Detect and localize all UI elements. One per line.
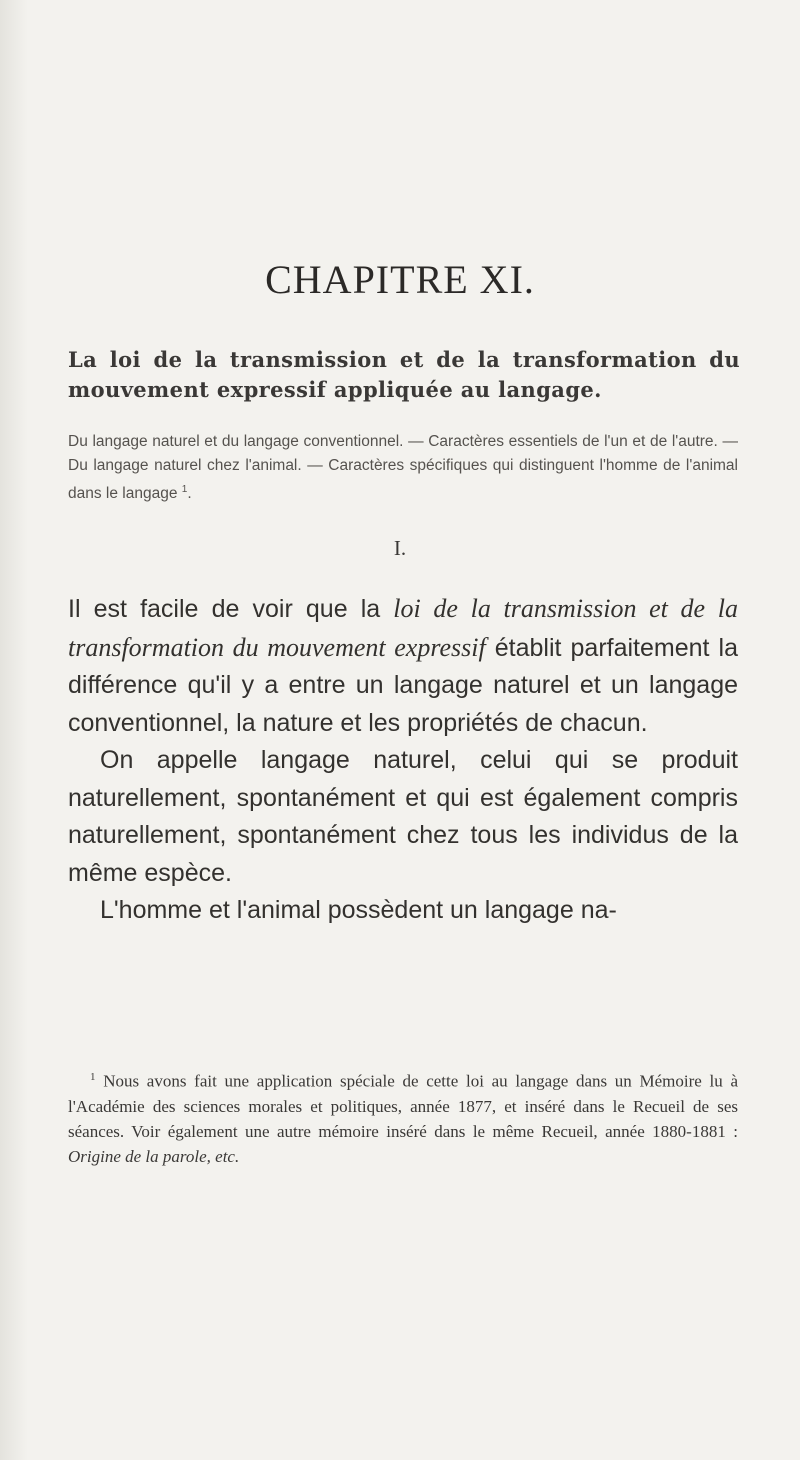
chapter-title: CHAPITRE XI. xyxy=(265,257,535,302)
footnote xyxy=(68,1065,738,1169)
paragraph-1-italic: loi de la transmission et de la transformation du mouvement expressif xyxy=(68,594,738,662)
footnote-text: Nous avons fait une application spéciale de cette loi au langage dans un Mémoire lu à l'Académie des sciences morales et politiques, année 1877, et inséré dans le Recueil de ses séances. Voir également une autre mémoire inséré dans le même Recueil, année 1880-1881 : xyxy=(68,1071,738,1141)
section-number: I. xyxy=(393,536,407,560)
chapter-summary xyxy=(68,430,738,506)
paragraph-1-end: établit parfaitement la différence qu'il y a entre un langage naturel et un langage conventionnel, la nature et les propriétés de chacun. xyxy=(68,633,738,737)
paragraph-3: L'homme et l'animal possèdent un langage na- xyxy=(100,896,617,924)
paragraph-1 xyxy=(68,590,738,742)
paragraph-1-start: Il est facile de voir que la xyxy=(68,595,394,623)
summary-end: . xyxy=(187,485,192,503)
summary-footnote-ref: 1 xyxy=(181,484,188,495)
body-text xyxy=(68,590,738,930)
section-heading: La loi de la transmission et de la transformation du mouvement expressif appliquée au langage. xyxy=(68,347,740,402)
paragraph-2: On appelle langage naturel, celui qui se produit naturellement, spontanément et qui est également compris naturellement, spontanément chez tous les individus de la même espèce. xyxy=(68,746,738,887)
page-edge-shadow xyxy=(0,0,28,1460)
footnote-marker: 1 xyxy=(90,1071,96,1083)
footnote-italic: Origine de la parole, etc. xyxy=(68,1146,240,1166)
summary-text: Du langage naturel et du langage conventionnel. — Caractères essentiels de l'un et de l'autre. — Du langage naturel chez l'animal. — Caractères spécifiques qui distinguent l'homme de l'animal dans le langage xyxy=(68,433,738,503)
